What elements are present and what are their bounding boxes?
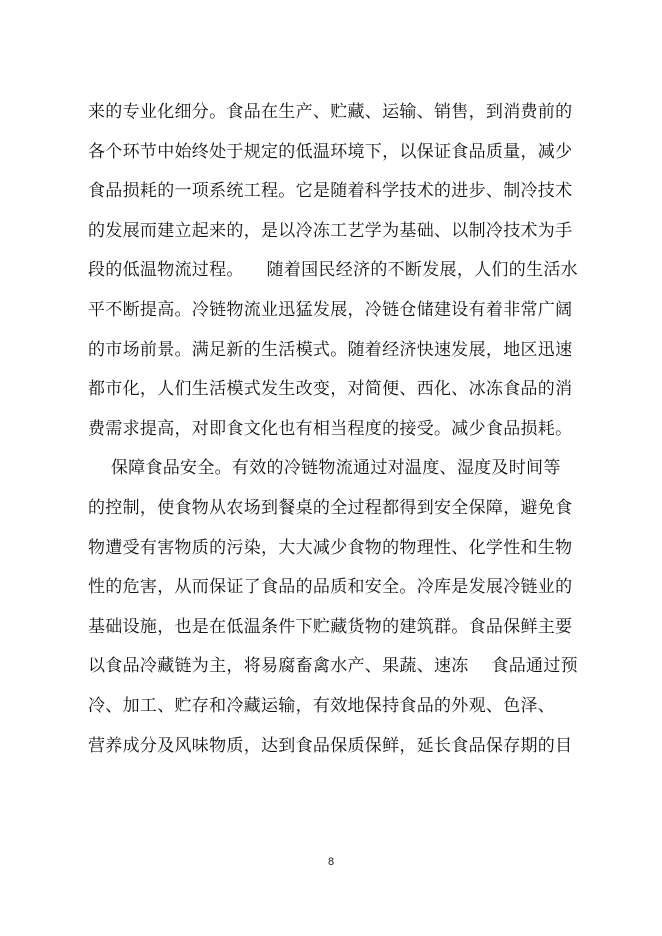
text-line: 平不断提高。冷链物流业迅猛发展，冷链仓储建设有着非常广阔	[88, 299, 573, 320]
text-line: 食品损耗的一项系统工程。它是随着科学技术的进步、制冷技术	[88, 181, 573, 202]
text-line: 都市化，人们生活模式发生改变，对简便、西化、冰冻食品的消	[88, 379, 573, 400]
text-line: 营养成分及风味物质，达到食品保质保鲜，延长食品保存期的目	[88, 735, 573, 756]
text-line: 的市场前景。满足新的生活模式。随着经济快速发展，地区迅速	[88, 339, 573, 360]
page-number: 8	[327, 856, 335, 868]
text-line: 各个环节中始终处于规定的低温环境下，以保证食品质量，减少	[88, 141, 573, 162]
text-line: 性的危害，从而保证了食品的品质和安全。冷库是发展冷链业的	[88, 577, 573, 598]
text-line: 保障食品安全。有效的冷链物流通过对温度、湿度及时间等	[88, 458, 561, 479]
text-line: 基础设施，也是在低温条件下贮藏货物的建筑群。食品保鲜主要	[88, 616, 573, 637]
text-line: 以食品冷藏链为主，将易腐畜禽水产、果蔬、速冻 食品通过预	[88, 656, 578, 677]
text-line: 来的专业化细分。食品在生产、贮藏、运输、销售，到消费前的	[88, 102, 573, 122]
text-line: 的发展而建立起来的，是以冷冻工艺学为基础、以制冷技术为手	[88, 220, 573, 241]
text-line: 段的低温物流过程。 随着国民经济的不断发展，人们的生活水	[88, 260, 578, 281]
text-line: 费需求提高，对即食文化也有相当程度的接受。减少食品损耗。	[88, 418, 573, 439]
text-line: 的控制，使食物从农场到餐桌的全过程都得到安全保障，避免食	[88, 497, 573, 518]
text-line: 冷、加工、贮存和冷藏运输，有效地保持食品的外观、色泽、	[88, 695, 556, 716]
body-text	[88, 93, 608, 766]
text-line: 物遭受有害物质的污染，大大减少食物的物理性、化学性和生物	[88, 537, 573, 558]
